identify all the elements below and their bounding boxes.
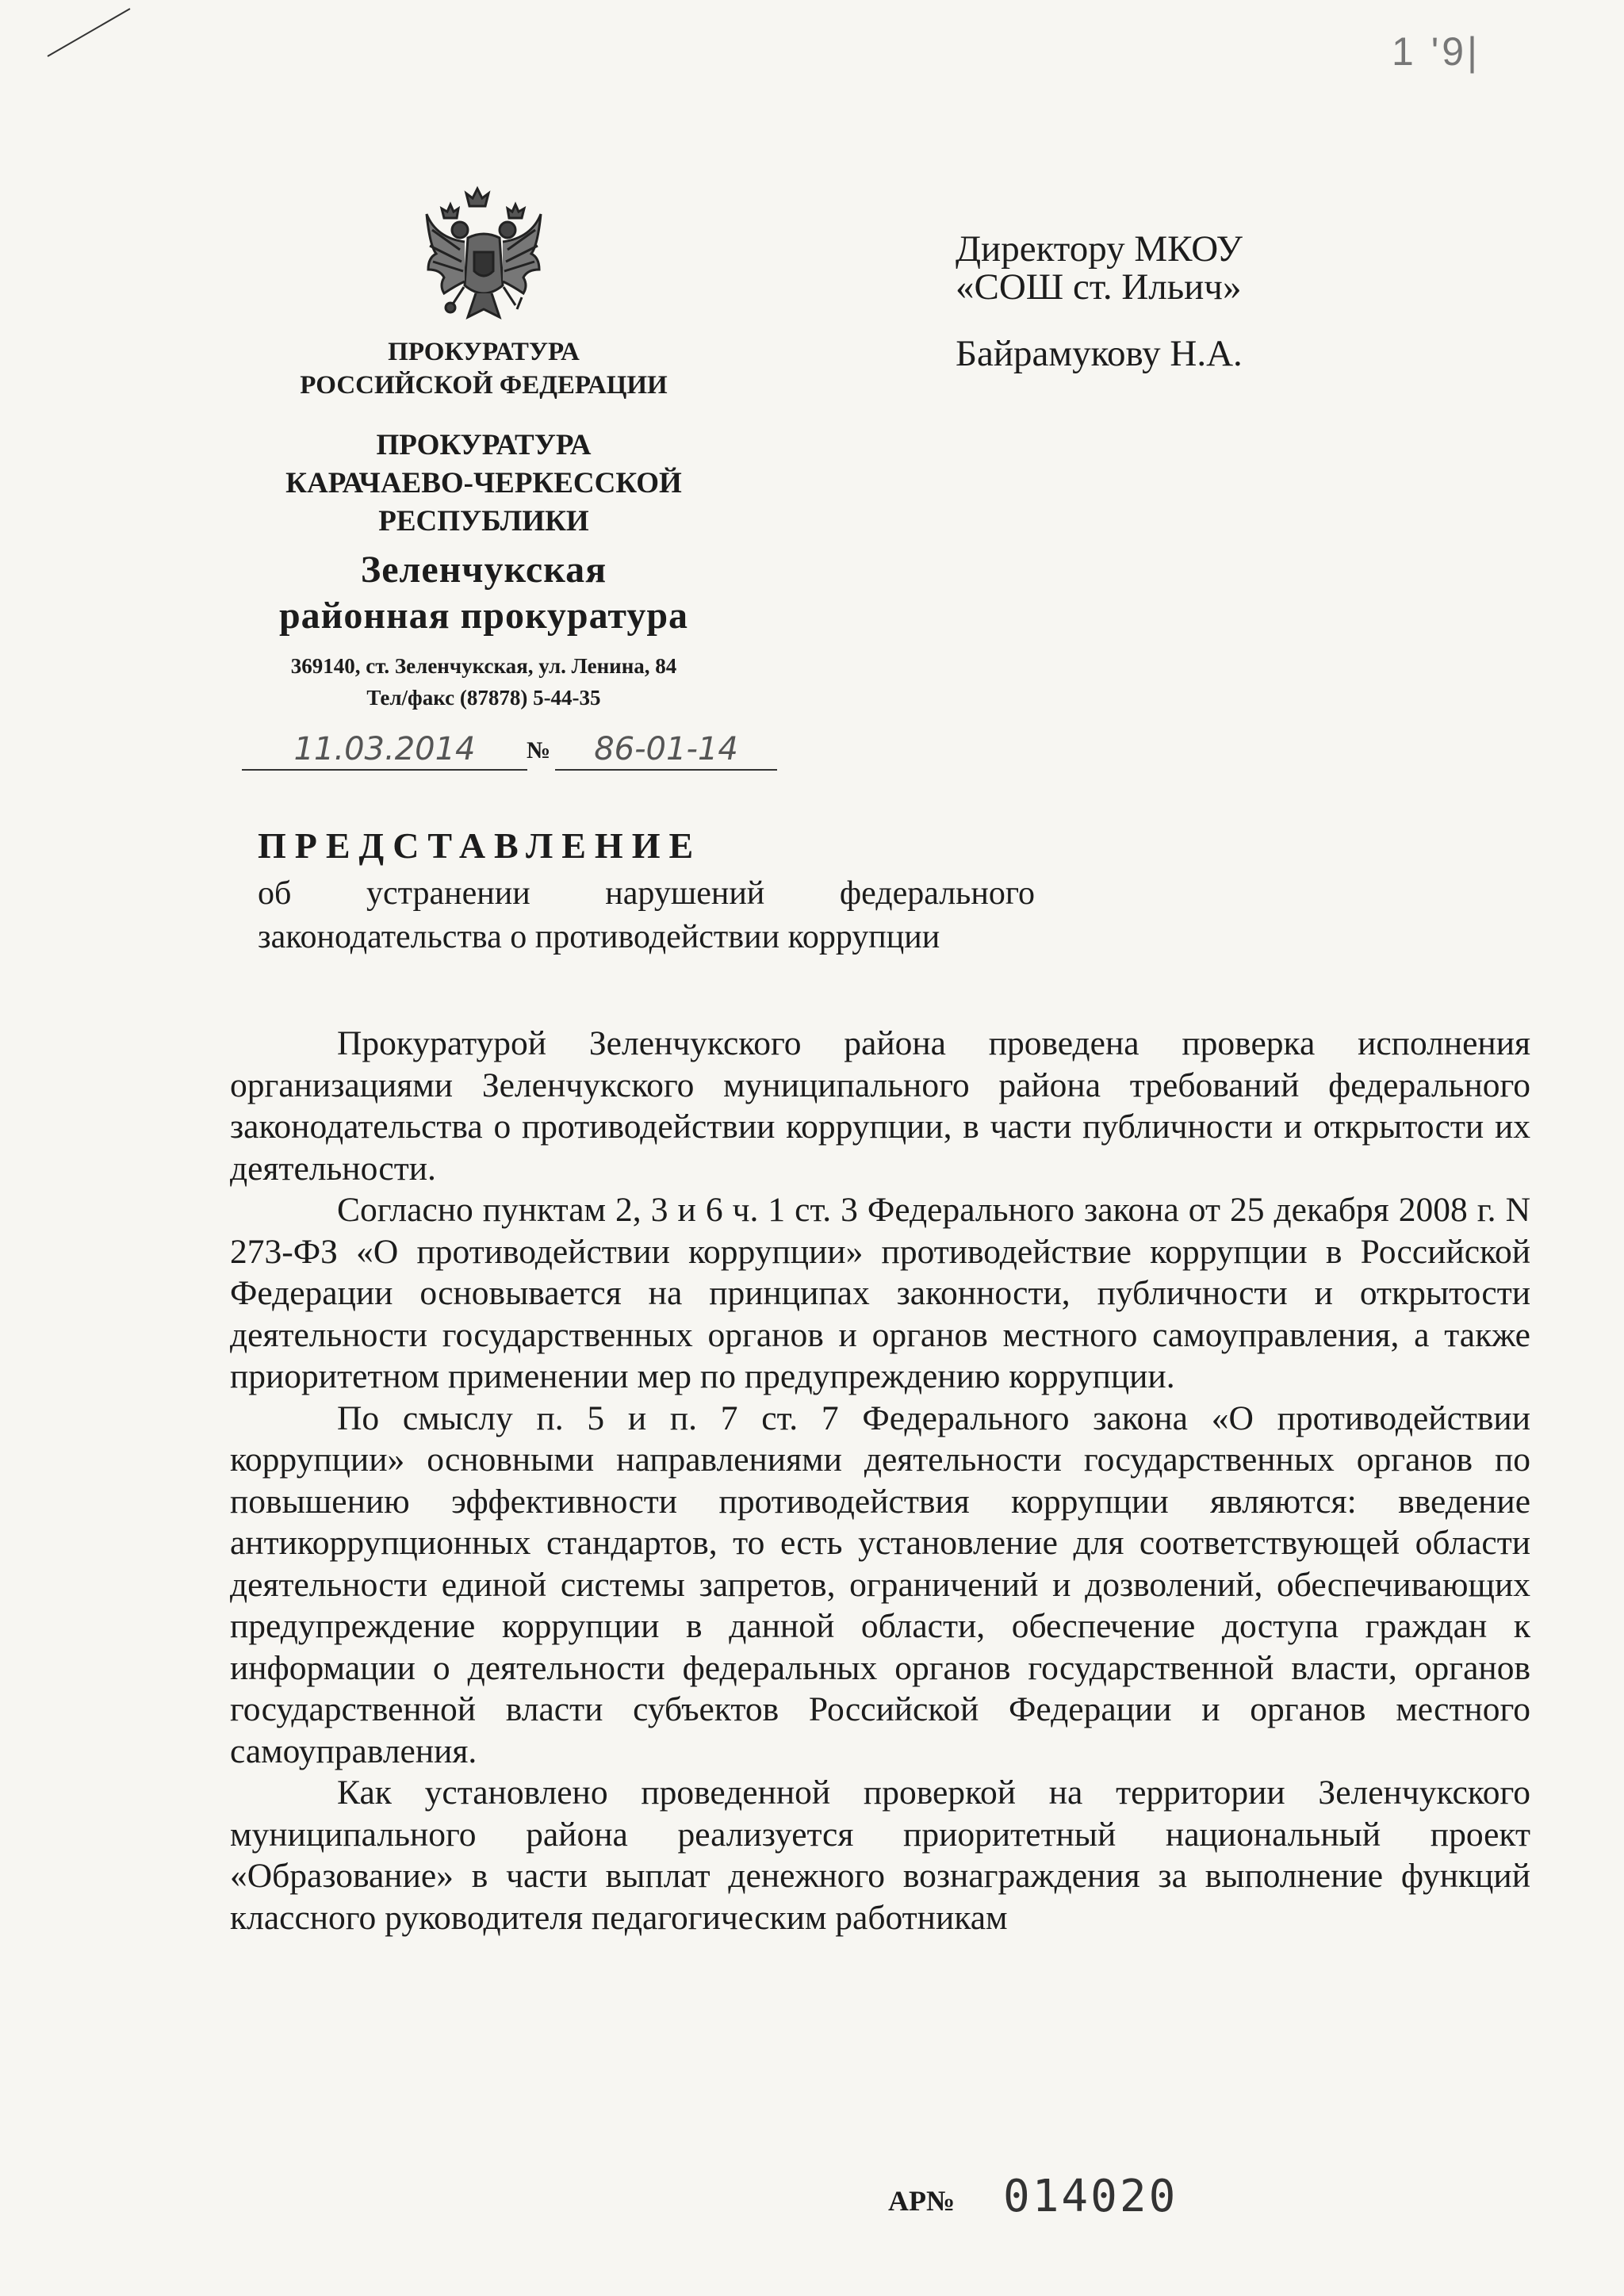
document-subtitle: об устранении нарушений федерального законодательства о противодействии коррупции [258, 875, 1035, 955]
emblem-icon [420, 182, 547, 341]
regional-line: КАРАЧАЕВО-ЧЕРКЕССКОЙ [285, 467, 682, 499]
registration-date: 11.03.2014 [242, 729, 527, 771]
page-number-mark: 1 '9| [1392, 29, 1481, 74]
body-paragraph: Согласно пунктам 2, 3 и 6 ч. 1 ст. 3 Федерального закона от 25 декабря 2008 г. N 273-ФЗ «О противодействии коррупции» противодействие коррупции в Российской Федерации основывается на принципах законности, публичности и открытости деятельности государственных органов и органов местного самоуправления, а также приоритетном применении мер по предупреждению коррупции. [230, 1191, 1530, 1395]
serial-number: 014020 [1003, 2171, 1178, 2222]
sender-contacts [206, 650, 761, 714]
body-paragraph: По смыслу п. 5 и п. 7 ст. 7 Федерального закона «О противодействии коррупции» основными направлениями деятельности государственных органов по повышению эффективности противодействия коррупции являются: введение антикоррупционных стандартов, то есть установление для соответствующей области деятельности единой системы запретов, ограничений и дозволений, обеспечивающих предупреждение коррупции в данной области, обеспечение доступа граждан к информации о деятельности федеральных органов государственной власти, органов государственной власти субъектов Российской Федерации и органов местного самоуправления. [230, 1399, 1530, 1770]
regional-line: ПРОКУРАТУРА [376, 429, 592, 461]
addressee-block [956, 230, 1243, 373]
agency-line: ПРОКУРАТУРА [388, 338, 580, 366]
office-line: Зеленчукская [360, 549, 607, 591]
body-paragraph: Как установлено проведенной проверкой на территории Зеленчукского муниципального района реализуется приоритетный национальный проект «Образование» в части выплат денежного вознаграждения за выполнение функций классного руководителя педагогическим работникам [230, 1774, 1530, 1937]
document-title: ПРЕДСТАВЛЕНИЕ [258, 825, 703, 866]
addressee-line: Директору МКОУ [956, 228, 1243, 270]
document-body [230, 1023, 1530, 1938]
serial-label: АР№ [888, 2185, 956, 2217]
sender-address: 369140, ст. Зеленчукская, ул. Ленина, 84 [290, 654, 677, 678]
regional-line: РЕСПУБЛИКИ [378, 505, 589, 538]
regional-header [206, 427, 761, 541]
agency-line: РОССИЙСКОЙ ФЕДЕРАЦИИ [300, 371, 668, 400]
sender-phone: Тел/факс (87878) 5-44-35 [366, 686, 601, 710]
body-paragraph: Прокуратурой Зеленчукского района проведена проверка исполнения организациями Зеленчукского муниципального района требований федерального законодательства о противодействии коррупции, в части публичности и открытости их деятельности. [230, 1024, 1530, 1188]
office-header [206, 547, 761, 639]
addressee-line: «СОШ ст. Ильич» [956, 266, 1242, 308]
pen-stroke-mark [48, 8, 131, 57]
addressee-name: Байрамукову Н.А. [956, 333, 1243, 374]
registration-number-label: № [527, 737, 551, 763]
registration-number: 86-01-14 [555, 729, 777, 771]
office-line: районная прокуратура [278, 595, 689, 637]
agency-header [206, 335, 761, 402]
